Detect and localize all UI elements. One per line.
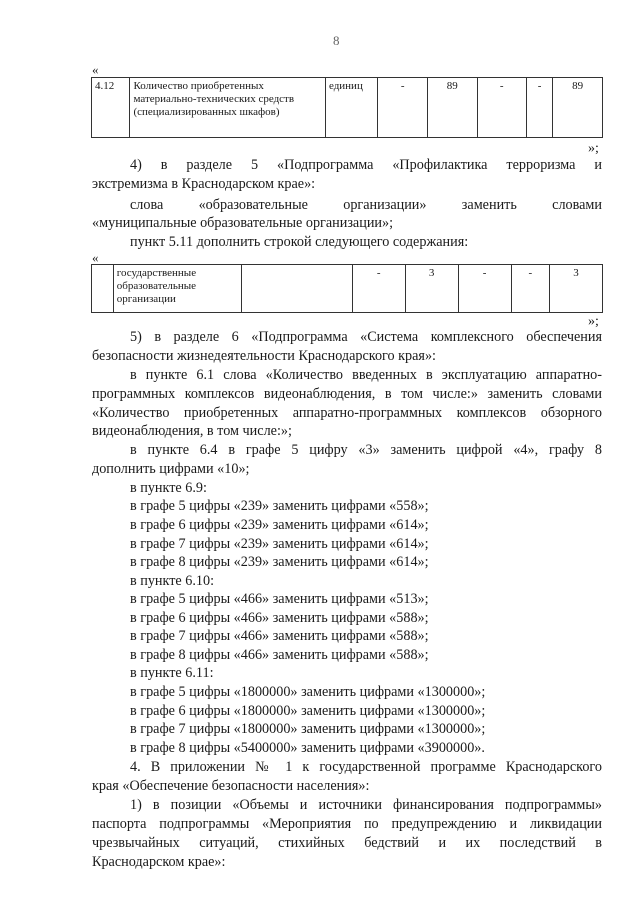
close-quote: »;	[588, 141, 599, 156]
table-cell-col6: -	[477, 78, 526, 138]
text-line: дополнить цифрами «10»;	[92, 461, 250, 477]
text-line: в графе 8 цифры «466» заменить цифрами «588»;	[130, 647, 429, 663]
table-cell-name: государственные образовательные организации	[113, 265, 241, 313]
table-cell-col4: -	[352, 265, 405, 313]
text-line: в графе 7 цифры «466» заменить цифрами «588»;	[130, 628, 429, 644]
text-line: в графе 5 цифры «1800000» заменить цифрами «1300000»;	[130, 684, 486, 700]
table-cell-unit	[241, 265, 352, 313]
table-cell-number	[92, 265, 114, 313]
text-line: в графе 7 цифры «239» заменить цифрами «614»;	[130, 536, 429, 552]
text-line: программных комплексов видеонаблюдения, в том числе:» заменить словами	[92, 386, 602, 402]
open-quote: «	[92, 250, 99, 265]
text-line: паспорта подпрограммы «Мероприятия по предупреждению и ликвидации	[92, 816, 602, 832]
page-number: 8	[333, 33, 340, 48]
text-line: в пункте 6.9:	[130, 480, 207, 496]
table-item-4-12	[91, 77, 603, 138]
text-line: в пункте 6.1 слова «Количество введенных в эксплуатацию аппаратно-	[130, 367, 602, 383]
text-line: слова «образовательные организации» заменить словами	[130, 197, 602, 213]
text-line: края «Обеспечение безопасности населения»:	[92, 778, 370, 794]
text-line: в графе 6 цифры «239» заменить цифрами «614»;	[130, 517, 429, 533]
text-line: в графе 8 цифры «5400000» заменить цифрами «3900000».	[130, 740, 485, 756]
text-line: видеонаблюдения, в том числе:»;	[92, 423, 292, 439]
text-line: в графе 7 цифры «1800000» заменить цифрами «1300000»;	[130, 721, 486, 737]
text-line: «Количество приобретенных аппаратно-программных комплексов обзорного	[92, 405, 602, 421]
table-cell-unit: единиц	[325, 78, 378, 138]
table-cell-col6: -	[458, 265, 511, 313]
text-line: «муниципальные образовательные организации»;	[92, 215, 394, 231]
table-cell-col8: 89	[553, 78, 603, 138]
text-line: в графе 6 цифры «466» заменить цифрами «588»;	[130, 610, 429, 626]
text-line: Краснодарском крае»:	[92, 854, 226, 870]
text-line: безопасности жизнедеятельности Краснодарского края»:	[92, 348, 436, 364]
text-line: 5) в разделе 6 «Подпрограмма «Система комплексного обеспечения	[130, 329, 602, 345]
text-line: 1) в позиции «Объемы и источники финансирования подпрограммы»	[130, 797, 602, 813]
text-line: экстремизма в Краснодарском крае»:	[92, 176, 316, 192]
text-line: в графе 5 цифры «466» заменить цифрами «513»;	[130, 591, 429, 607]
text-line: чрезвычайных ситуаций, стихийных бедствий и их последствий в	[92, 835, 602, 851]
text-line: в пункте 6.11:	[130, 665, 214, 681]
table-cell-col7: -	[511, 265, 549, 313]
open-quote: «	[92, 62, 99, 77]
text-line: 4. В приложении № 1 к государственной программе Краснодарского	[130, 759, 602, 775]
text-line: 4) в разделе 5 «Подпрограмма «Профилактика терроризма и	[130, 157, 602, 173]
table-row-5-11	[91, 264, 603, 313]
text-line: в пункте 6.4 в графе 5 цифру «3» заменить цифрой «4», графу 8	[130, 442, 602, 458]
text-line: пункт 5.11 дополнить строкой следующего содержания:	[130, 234, 469, 250]
text-line: в графе 5 цифры «239» заменить цифрами «558»;	[130, 498, 429, 514]
table-cell-col7: -	[526, 78, 552, 138]
close-quote: »;	[588, 314, 599, 329]
table-cell-number: 4.12	[92, 78, 130, 138]
table-cell-name: Количество приобретенных материально-технических средств (специализированных шкафов)	[130, 78, 325, 138]
text-line: в графе 8 цифры «239» заменить цифрами «614»;	[130, 554, 429, 570]
text-line: в графе 6 цифры «1800000» заменить цифрами «1300000»;	[130, 703, 486, 719]
table-cell-col5: 89	[427, 78, 477, 138]
table-cell-col4: -	[378, 78, 427, 138]
text-line: в пункте 6.10:	[130, 573, 215, 589]
table-cell-col5: 3	[405, 265, 458, 313]
table-cell-col8: 3	[550, 265, 603, 313]
